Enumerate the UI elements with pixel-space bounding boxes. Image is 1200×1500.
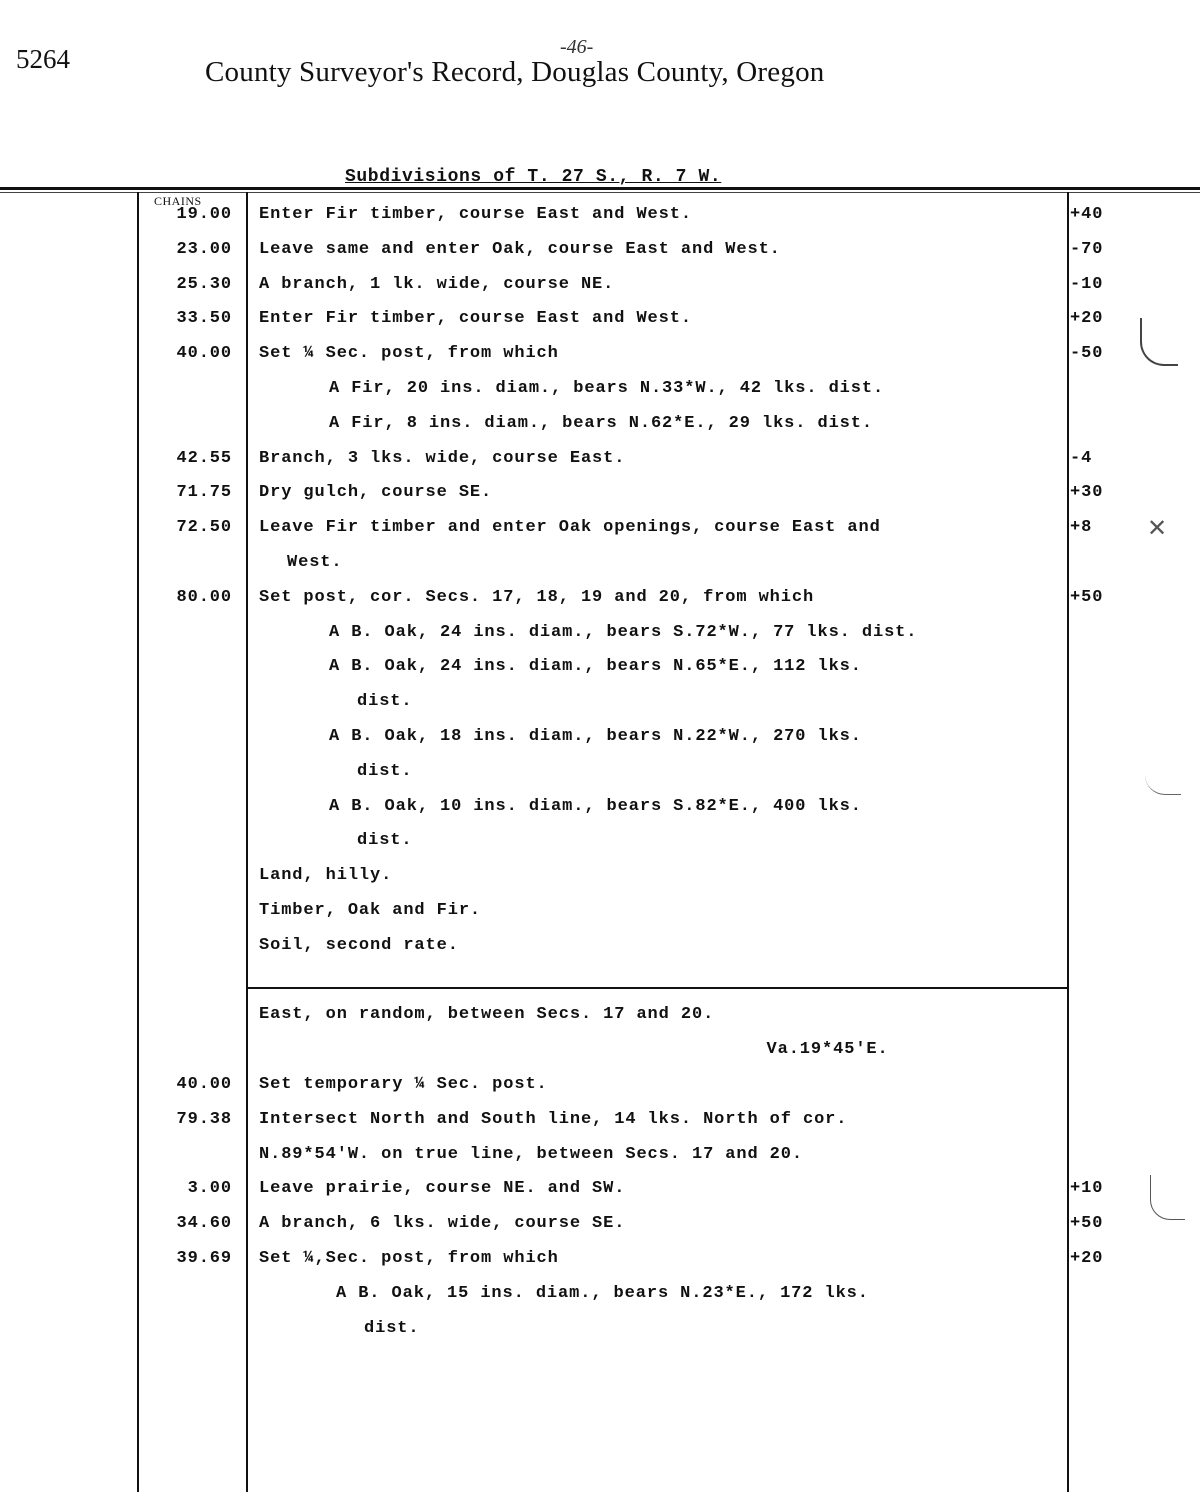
margin-bracket-3 (1150, 1175, 1185, 1220)
record-row (0, 1102, 1200, 1137)
chain-distance: 80.00 (176, 587, 232, 607)
entry-text: Va.19*45'E. (766, 1040, 889, 1060)
entry-text: Leave prairie, course NE. and SW. (259, 1179, 626, 1199)
chain-distance: 79.38 (176, 1109, 232, 1129)
record-row (0, 406, 1200, 441)
record-row (0, 1137, 1200, 1172)
entry-text: Set ¼,Sec. post, from which (259, 1249, 559, 1268)
entry-text: A B. Oak, 24 ins. diam., bears N.65*E., 112 lks. (329, 657, 862, 677)
entry-text: East, on random, between Secs. 17 and 20. (259, 1005, 715, 1025)
record-row (0, 1241, 1200, 1276)
page-number: 5264 (16, 44, 70, 74)
chain-distance: 42.55 (176, 448, 232, 468)
chain-distance: 72.50 (176, 518, 232, 538)
entry-text: A branch, 1 lk. wide, course NE. (259, 274, 615, 294)
elevation-change: +10 (1070, 1179, 1104, 1199)
elevation-change: -50 (1070, 344, 1104, 364)
entry-text: Soil, second rate. (259, 935, 459, 955)
elevation-change: +50 (1070, 1214, 1104, 1234)
elevation-change: -10 (1070, 274, 1104, 294)
record-row (0, 963, 1200, 998)
chain-distance: 3.00 (187, 1179, 232, 1199)
entry-text: A Fir, 8 ins. diam., bears N.62*E., 29 lks. dist. (329, 413, 873, 433)
record-row (0, 823, 1200, 858)
chain-distance: 34.60 (176, 1214, 232, 1234)
chain-distance: 25.30 (176, 274, 232, 294)
elevation-change: +50 (1070, 587, 1104, 607)
margin-cross-mark: ✕ (1147, 514, 1168, 542)
record-row (0, 997, 1200, 1032)
chain-distance: 40.00 (176, 1075, 232, 1094)
record-row (0, 267, 1200, 302)
record-row (0, 754, 1200, 789)
entry-text: Enter Fir timber, course East and West. (259, 309, 692, 329)
record-row (0, 684, 1200, 719)
entry-text: A B. Oak, 24 ins. diam., bears S.72*W., 77 lks. dist. (329, 622, 918, 642)
record-row (0, 580, 1200, 615)
entry-text: A branch, 6 lks. wide, course SE. (259, 1214, 626, 1234)
entry-text: A B. Oak, 10 ins. diam., bears S.82*E., 400 lks. (329, 796, 862, 816)
record-row (0, 301, 1200, 336)
entry-text: N.89*54'W. on true line, between Secs. 17 and 20. (259, 1144, 803, 1164)
elevation-change: +30 (1070, 483, 1104, 503)
entry-text: Land, hilly. (259, 866, 393, 886)
record-row (0, 1276, 1200, 1311)
record-row (0, 928, 1200, 963)
record-row (0, 649, 1200, 684)
entry-text: Enter Fir timber, course East and West. (259, 205, 692, 224)
chains-header: CHAINS (154, 194, 202, 208)
record-row (0, 197, 1200, 232)
elevation-change: +20 (1070, 309, 1104, 329)
record-row (0, 719, 1200, 754)
top-rule-thin (0, 192, 1200, 193)
record-row (0, 893, 1200, 928)
chain-distance: 71.75 (176, 483, 232, 503)
entry-text: Timber, Oak and Fir. (259, 901, 482, 920)
entry-text: West. (287, 553, 343, 572)
elevation-change: +8 (1070, 518, 1093, 538)
elevation-change: -70 (1070, 239, 1104, 259)
entry-text: dist. (357, 831, 413, 851)
entry-text: dist. (357, 761, 413, 781)
record-row (0, 858, 1200, 893)
chain-distance: 40.00 (176, 344, 232, 364)
record-row (0, 232, 1200, 267)
entry-text: A B. Oak, 15 ins. diam., bears N.23*E., 172 lks. (336, 1283, 869, 1303)
record-row (0, 1171, 1200, 1206)
entry-text: dist. (364, 1318, 420, 1338)
entry-text: Intersect North and South line, 14 lks. North of cor. (259, 1109, 848, 1129)
entry-text: Set temporary ¼ Sec. post. (259, 1075, 548, 1094)
record-row (0, 545, 1200, 580)
entry-text: Set post, cor. Secs. 17, 18, 19 and 20, from which (259, 587, 815, 607)
chain-distance: 23.00 (176, 239, 232, 259)
elevation-change: +40 (1070, 205, 1104, 224)
entry-text: Branch, 3 lks. wide, course East. (259, 448, 626, 468)
record-row (0, 1206, 1200, 1241)
record-row (0, 1067, 1200, 1102)
folio-number: -46- (560, 36, 594, 58)
top-rule (0, 187, 1200, 190)
record-row (0, 1032, 1200, 1067)
elevation-change: -4 (1070, 448, 1093, 468)
chain-distance: 39.69 (176, 1249, 232, 1268)
record-row (0, 336, 1200, 371)
entry-text: Dry gulch, course SE. (259, 483, 493, 503)
entry-text: dist. (357, 692, 413, 712)
record-row (0, 441, 1200, 476)
record-row (0, 475, 1200, 510)
record-row (0, 615, 1200, 650)
entry-text: Set ¼ Sec. post, from which (259, 344, 559, 364)
page-title: County Surveyor's Record, Douglas County, Oregon (205, 56, 825, 88)
record-row (0, 510, 1200, 545)
entry-text: A B. Oak, 18 ins. diam., bears N.22*W., 270 lks. (329, 727, 862, 746)
entry-text: Leave Fir timber and enter Oak openings, course East and (259, 518, 881, 538)
section-title: Subdivisions of T. 27 S., R. 7 W. (345, 167, 722, 187)
chain-distance: 19.00 (176, 205, 232, 224)
record-row (0, 789, 1200, 824)
chain-distance: 33.50 (176, 309, 232, 329)
record-row (0, 1311, 1200, 1346)
entry-text: A Fir, 20 ins. diam., bears N.33*W., 42 lks. dist. (329, 379, 885, 398)
entry-text: Leave same and enter Oak, course East and West. (259, 239, 781, 259)
record-row (0, 371, 1200, 406)
elevation-change: +20 (1070, 1249, 1104, 1268)
